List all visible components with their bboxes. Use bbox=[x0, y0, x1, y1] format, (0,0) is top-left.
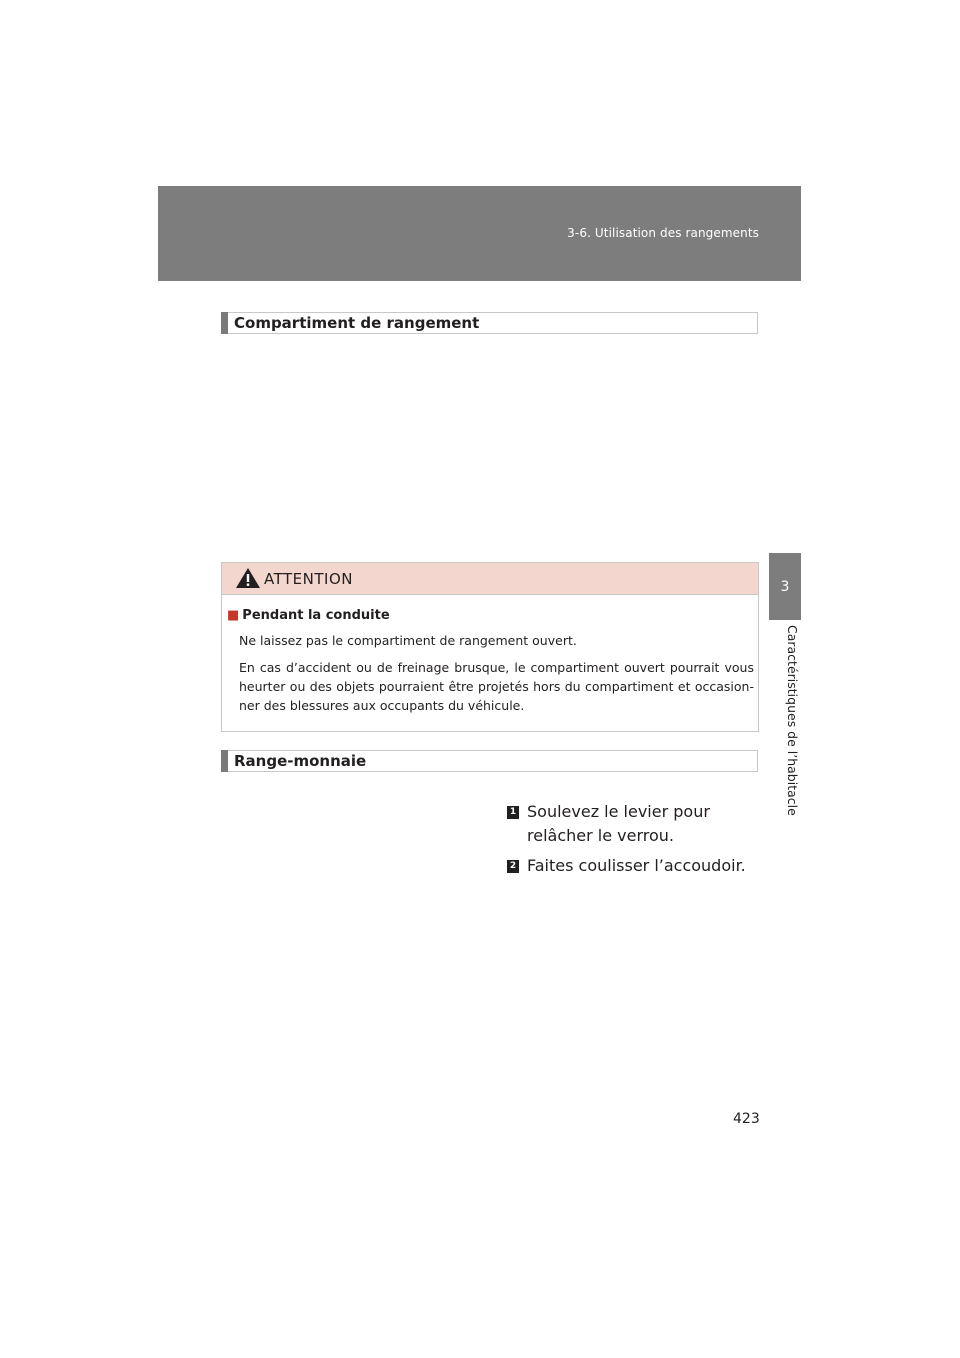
step-number-badge: 1 bbox=[507, 806, 519, 819]
section-heading-coin bbox=[221, 750, 758, 772]
attention-paragraph-2: En cas d’accident ou de freinage brusque, le compartiment ouvert pourrait vous heurter ou des objets pourraient être projetés hors du compartiment et occasion-ner des blessures aux occupants du véhicule. bbox=[239, 660, 754, 713]
attention-title: ATTENTION bbox=[264, 570, 353, 588]
attention-subtitle bbox=[227, 608, 390, 623]
section-heading-storage-title: Compartiment de rangement bbox=[234, 314, 480, 332]
page-header bbox=[158, 186, 801, 281]
step-item bbox=[507, 800, 762, 848]
square-bullet-icon: ■ bbox=[227, 608, 240, 623]
heading-bar bbox=[221, 312, 228, 334]
attention-subtitle-text: Pendant la conduite bbox=[242, 608, 390, 623]
heading-bar bbox=[221, 750, 228, 772]
attention-header bbox=[222, 563, 758, 595]
section-title: 3-6. Utilisation des rangements bbox=[567, 226, 759, 240]
attention-paragraph-1: Ne laissez pas le compartiment de rangement ouvert. bbox=[239, 633, 577, 648]
section-heading-storage bbox=[221, 312, 758, 334]
step-list bbox=[507, 800, 762, 884]
step-item bbox=[507, 854, 762, 878]
chapter-tab bbox=[769, 553, 801, 816]
step-text: Faites coulisser l’accoudoir. bbox=[527, 856, 746, 875]
chapter-title: Caractéristiques de l’habitacle bbox=[785, 625, 800, 816]
warning-triangle-icon bbox=[235, 567, 261, 589]
attention-box bbox=[221, 562, 759, 732]
page-number: 423 bbox=[733, 1111, 760, 1127]
chapter-number: 3 bbox=[769, 553, 801, 620]
step-text: Soulevez le levier pour relâcher le verrou. bbox=[527, 802, 710, 845]
step-number-badge: 2 bbox=[507, 860, 519, 873]
section-heading-coin-title: Range-monnaie bbox=[234, 752, 367, 770]
